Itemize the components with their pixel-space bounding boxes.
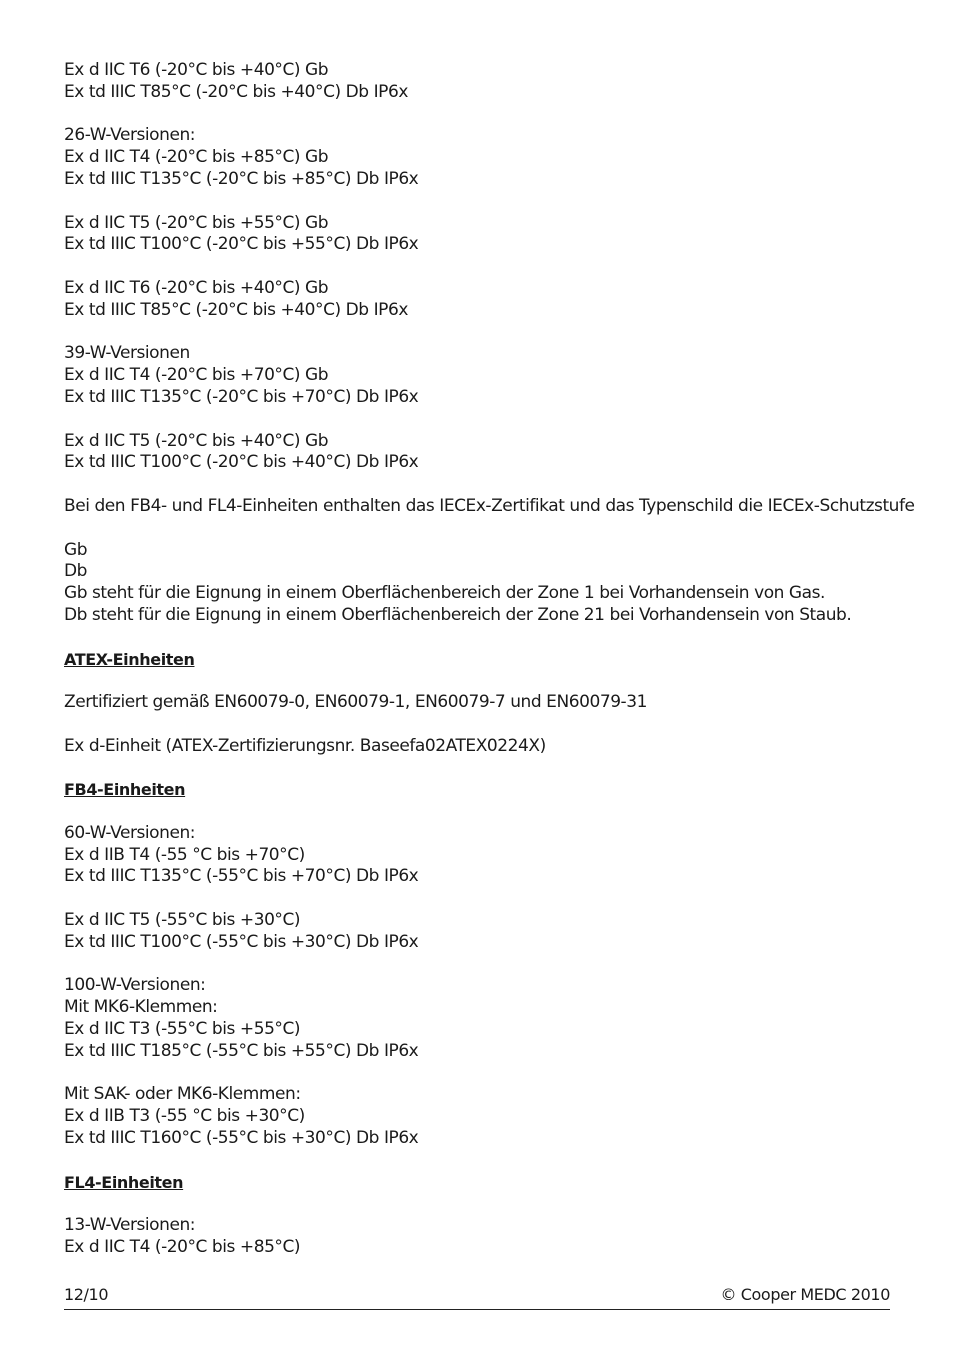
text-line: Ex d IIC T5 (-20°C bis +40°C) Gb xyxy=(64,430,329,451)
blank-line xyxy=(64,714,890,736)
text-line: Zertifiziert gemäß EN60079-0, EN60079-1, EN60079-7 und EN60079-31 xyxy=(64,692,647,713)
blank-line xyxy=(64,474,890,496)
text-line: Mit MK6-Klemmen: xyxy=(64,997,218,1018)
page-footer xyxy=(64,1284,890,1306)
text-line: Ex d IIB T4 (-55 °C bis +70°C) xyxy=(64,844,305,865)
text-line: Ex d IIC T6 (-20°C bis +40°C) Gb xyxy=(64,277,329,298)
section-heading: FL4-Einheiten xyxy=(64,1172,184,1192)
section-heading: FB4-Einheiten xyxy=(64,780,186,800)
blank-line xyxy=(64,954,890,976)
text-line: Db xyxy=(64,561,87,582)
text-line: Ex td IIIC T100°C (-55°C bis +30°C) Db IP6x xyxy=(64,931,419,952)
text-line: Ex d IIC T4 (-20°C bis +85°C) Gb xyxy=(64,147,329,168)
blank-line xyxy=(64,104,890,126)
text-line: Ex td IIIC T85°C (-20°C bis +40°C) Db IP6x xyxy=(64,299,408,320)
blank-line xyxy=(64,1193,890,1215)
blank-line xyxy=(64,1063,890,1085)
text-line: 26-W-Versionen: xyxy=(64,125,196,146)
text-line: 60-W-Versionen: xyxy=(64,822,196,843)
blank-line xyxy=(64,518,890,540)
text-line: Ex td IIIC T85°C (-20°C bis +40°C) Db IP6x xyxy=(64,81,408,102)
text-line: Ex td IIIC T100°C (-20°C bis +40°C) Db IP6x xyxy=(64,452,419,473)
blank-line xyxy=(64,758,890,780)
text-line: Ex td IIIC T185°C (-55°C bis +55°C) Db IP6x xyxy=(64,1040,419,1061)
text-line: Ex d IIC T5 (-20°C bis +55°C) Gb xyxy=(64,212,329,233)
text-line: Ex d IIB T3 (-55 °C bis +30°C) xyxy=(64,1106,305,1127)
blank-line xyxy=(64,256,890,278)
text-line: Gb steht für die Eignung in einem Oberflächenbereich der Zone 1 bei Vorhandensein von Gas. xyxy=(64,583,825,604)
text-line: Mit SAK- oder MK6-Klemmen: xyxy=(64,1084,301,1105)
page-number: 12/10 xyxy=(64,1285,109,1304)
text-line: Ex d IIC T4 (-20°C bis +70°C) Gb xyxy=(64,365,329,386)
blank-line xyxy=(64,322,890,344)
blank-line xyxy=(64,627,890,649)
text-line: Ex td IIIC T135°C (-20°C bis +70°C) Db IP6x xyxy=(64,386,419,407)
blank-line xyxy=(64,1150,890,1172)
blank-line xyxy=(64,801,890,823)
document-body xyxy=(64,60,915,1259)
text-line: Bei den FB4- und FL4-Einheiten enthalten das IECEx-Zertifikat und das Typenschild die IECEx-Schutzstufe xyxy=(64,495,915,516)
text-line: Ex td IIIC T160°C (-55°C bis +30°C) Db IP6x xyxy=(64,1128,419,1149)
text-line: Ex d IIC T4 (-20°C bis +85°C) xyxy=(64,1237,301,1258)
section-heading: ATEX-Einheiten xyxy=(64,649,195,669)
text-line: Ex d IIC T5 (-55°C bis +30°C) xyxy=(64,910,301,931)
text-line: 13-W-Versionen: xyxy=(64,1215,196,1236)
blank-line xyxy=(64,670,890,692)
text-line: Ex d IIC T3 (-55°C bis +55°C) xyxy=(64,1019,301,1040)
blank-line xyxy=(64,409,890,431)
text-line: 39-W-Versionen xyxy=(64,343,190,364)
text-line: Ex d-Einheit (ATEX-Zertifizierungsnr. Baseefa02ATEX0224X) xyxy=(64,735,546,756)
text-line: Ex td IIIC T135°C (-55°C bis +70°C) Db IP6x xyxy=(64,866,419,887)
text-line: Ex td IIIC T135°C (-20°C bis +85°C) Db IP6x xyxy=(64,168,419,189)
text-line: Ex d IIC T6 (-20°C bis +40°C) Gb xyxy=(64,60,329,80)
blank-line xyxy=(64,888,890,910)
text-line: Db steht für die Eignung in einem Oberflächenbereich der Zone 21 bei Vorhandensein von Staub. xyxy=(64,604,852,625)
text-line: 100-W-Versionen: xyxy=(64,975,206,996)
footer-rule xyxy=(64,1309,890,1310)
text-line: Gb xyxy=(64,539,88,560)
text-line: Ex td IIIC T100°C (-20°C bis +55°C) Db IP6x xyxy=(64,234,419,255)
blank-line xyxy=(64,191,890,213)
copyright-notice: © Cooper MEDC 2010 xyxy=(720,1285,890,1304)
